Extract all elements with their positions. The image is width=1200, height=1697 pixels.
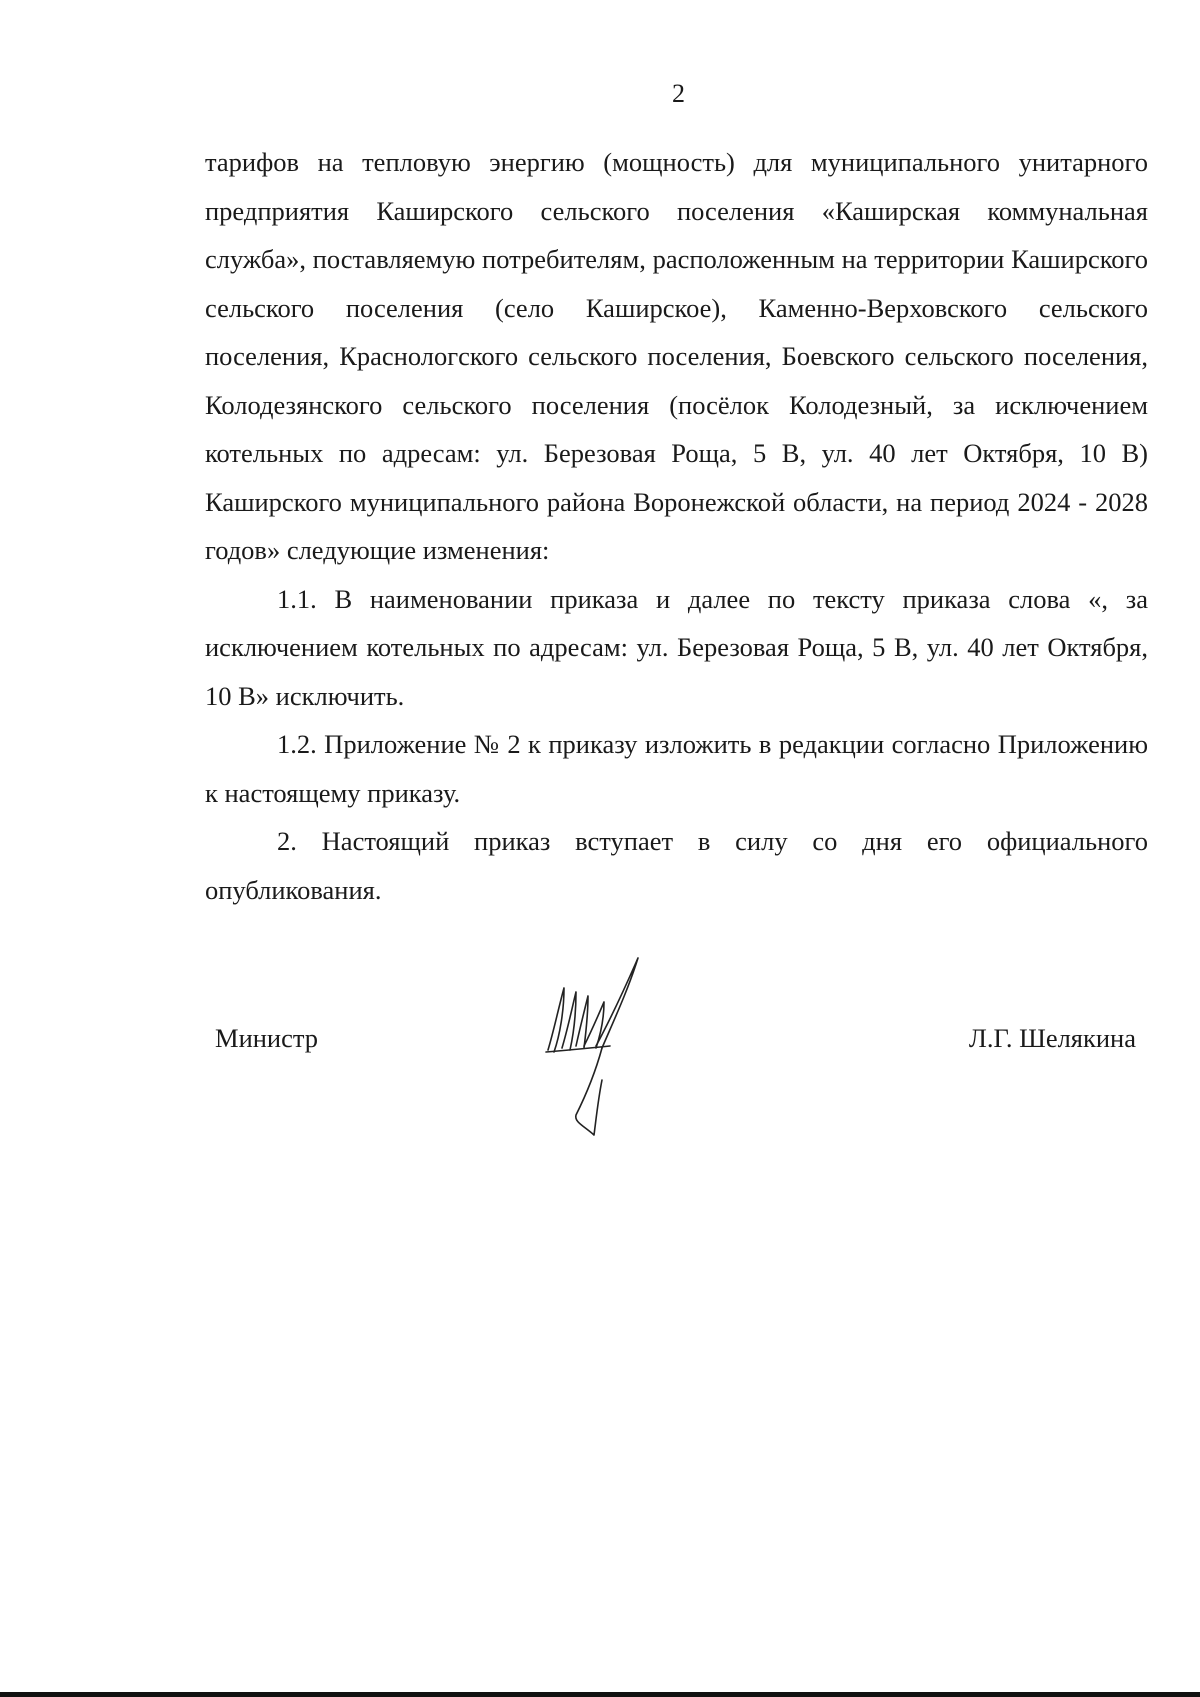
paragraph-continuation: тарифов на тепловую энергию (мощность) для муниципального унитарного предприятия Каширского сельского поселения «Каширская коммунальная служба», поставляемую потребителям, расположенным на территории Каширского сельского поселения (село Каширское), Каменно-Верховского сельского поселения, Краснологского сельского поселения, Боевского сельского поселения, Колодезянского сельского поселения (посёлок Колодезный, за исключением котельных по адресам: ул. Березовая Роща, 5 В, ул. 40 лет Октября, 10 В) Каширского муниципального района Воронежской области, на период 2024 - 2028 годов» следующие изменения: bbox=[205, 147, 1148, 565]
signatory-name: Л.Г. Шелякина bbox=[968, 1023, 1136, 1053]
document-body bbox=[205, 138, 1148, 914]
position-title: Министр bbox=[215, 1023, 319, 1053]
paragraph-item-2: 2. Настоящий приказ вступает в силу со дня его официального опубликования. bbox=[205, 826, 1148, 905]
paragraph-item-1-2: 1.2. Приложение № 2 к приказу изложить в редакции согласно Приложению к настоящему приказу. bbox=[205, 729, 1148, 808]
bottom-rule bbox=[0, 1692, 1200, 1697]
paragraph-item-1-1: 1.1. В наименовании приказа и далее по тексту приказа слова «, за исключением котельных по адресам: ул. Березовая Роща, 5 В, ул. 40 лет Октября, 10 В» исключить. bbox=[205, 583, 1148, 711]
page-number: 2 bbox=[672, 79, 685, 108]
handwritten-signature bbox=[540, 950, 680, 1150]
